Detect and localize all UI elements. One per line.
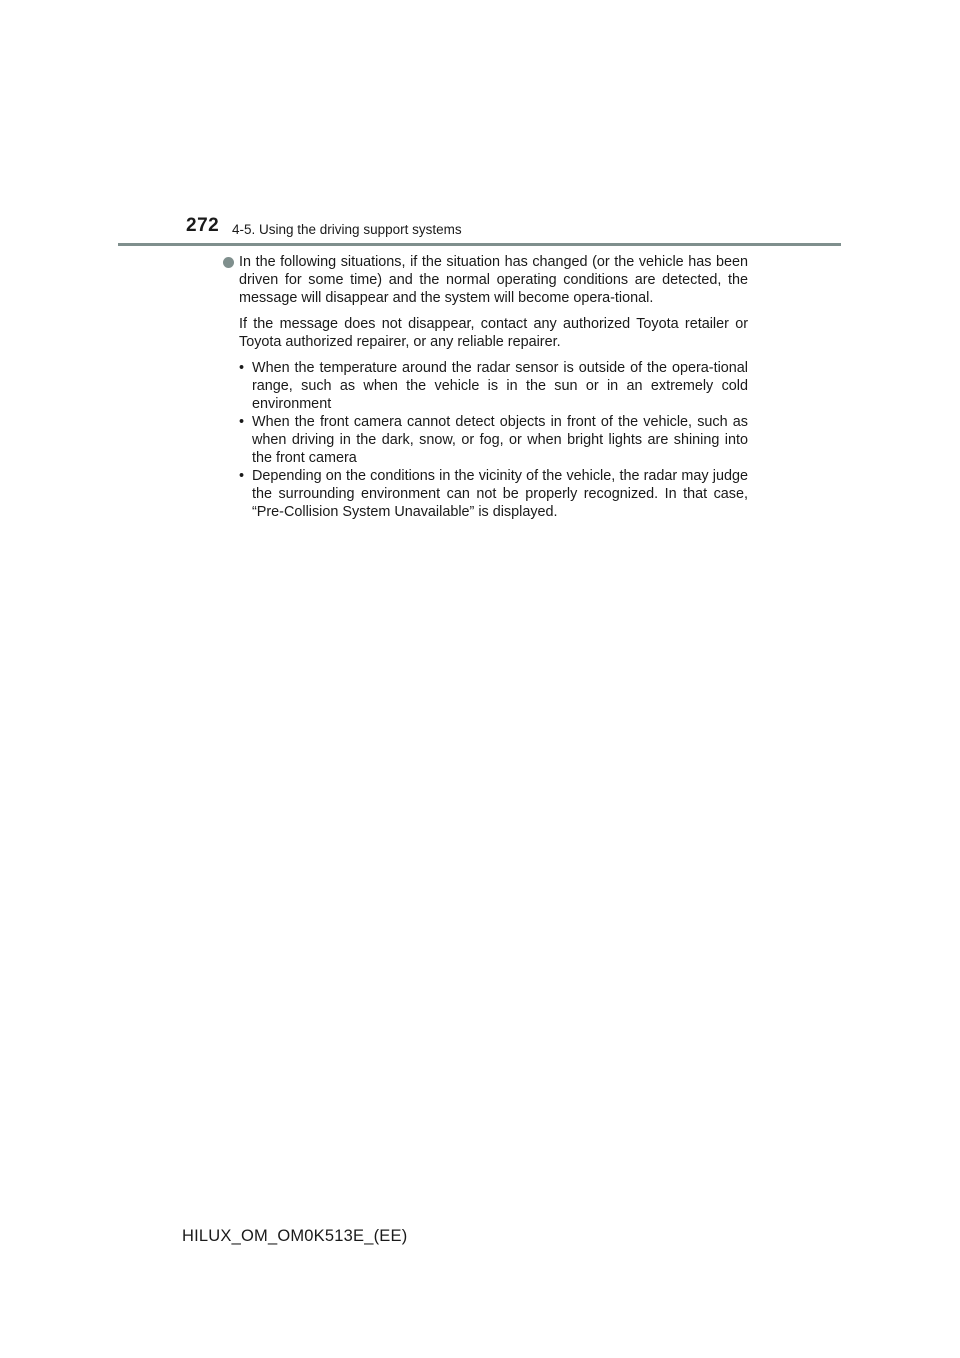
- list-item-text: When the temperature around the radar sensor is outside of the opera-tional range, such as when the vehicle is in the sun or in an extremely cold environment: [252, 360, 748, 412]
- bullet-circle-icon: [223, 257, 234, 268]
- list-marker: •: [239, 360, 245, 376]
- list-marker: •: [239, 414, 245, 430]
- list-marker: •: [239, 468, 245, 484]
- condition-list: [239, 359, 748, 521]
- page-number: 272: [186, 215, 220, 236]
- header-divider: [118, 243, 841, 246]
- bullet-paragraph: In the following situations, if the situation has changed (or the vehicle has been driven for some time) and the normal operating conditions are detected, the message will disappear and the system will become opera-tional.: [239, 254, 748, 306]
- list-item: [239, 467, 748, 521]
- document-code: HILUX_OM_OM0K513E_(EE): [182, 1227, 408, 1245]
- follow-paragraph: If the message does not disappear, contact any authorized Toyota retailer or Toyota authorized repairer, or any reliable repairer.: [239, 316, 748, 350]
- list-item: [239, 359, 748, 413]
- list-item-text: When the front camera cannot detect objects in front of the vehicle, such as when driving in the dark, snow, or fog, or when bright lights are shining into the front camera: [252, 414, 748, 466]
- bullet-section: [239, 253, 748, 521]
- list-item-text: Depending on the conditions in the vicinity of the vehicle, the radar may judge the surrounding environment can not be properly recognized. In that case, “Pre-Collision System Unavailable” is displayed.: [252, 468, 748, 520]
- list-item: [239, 413, 748, 467]
- section-title: 4-5. Using the driving support systems: [232, 222, 462, 237]
- page-content: [239, 253, 748, 521]
